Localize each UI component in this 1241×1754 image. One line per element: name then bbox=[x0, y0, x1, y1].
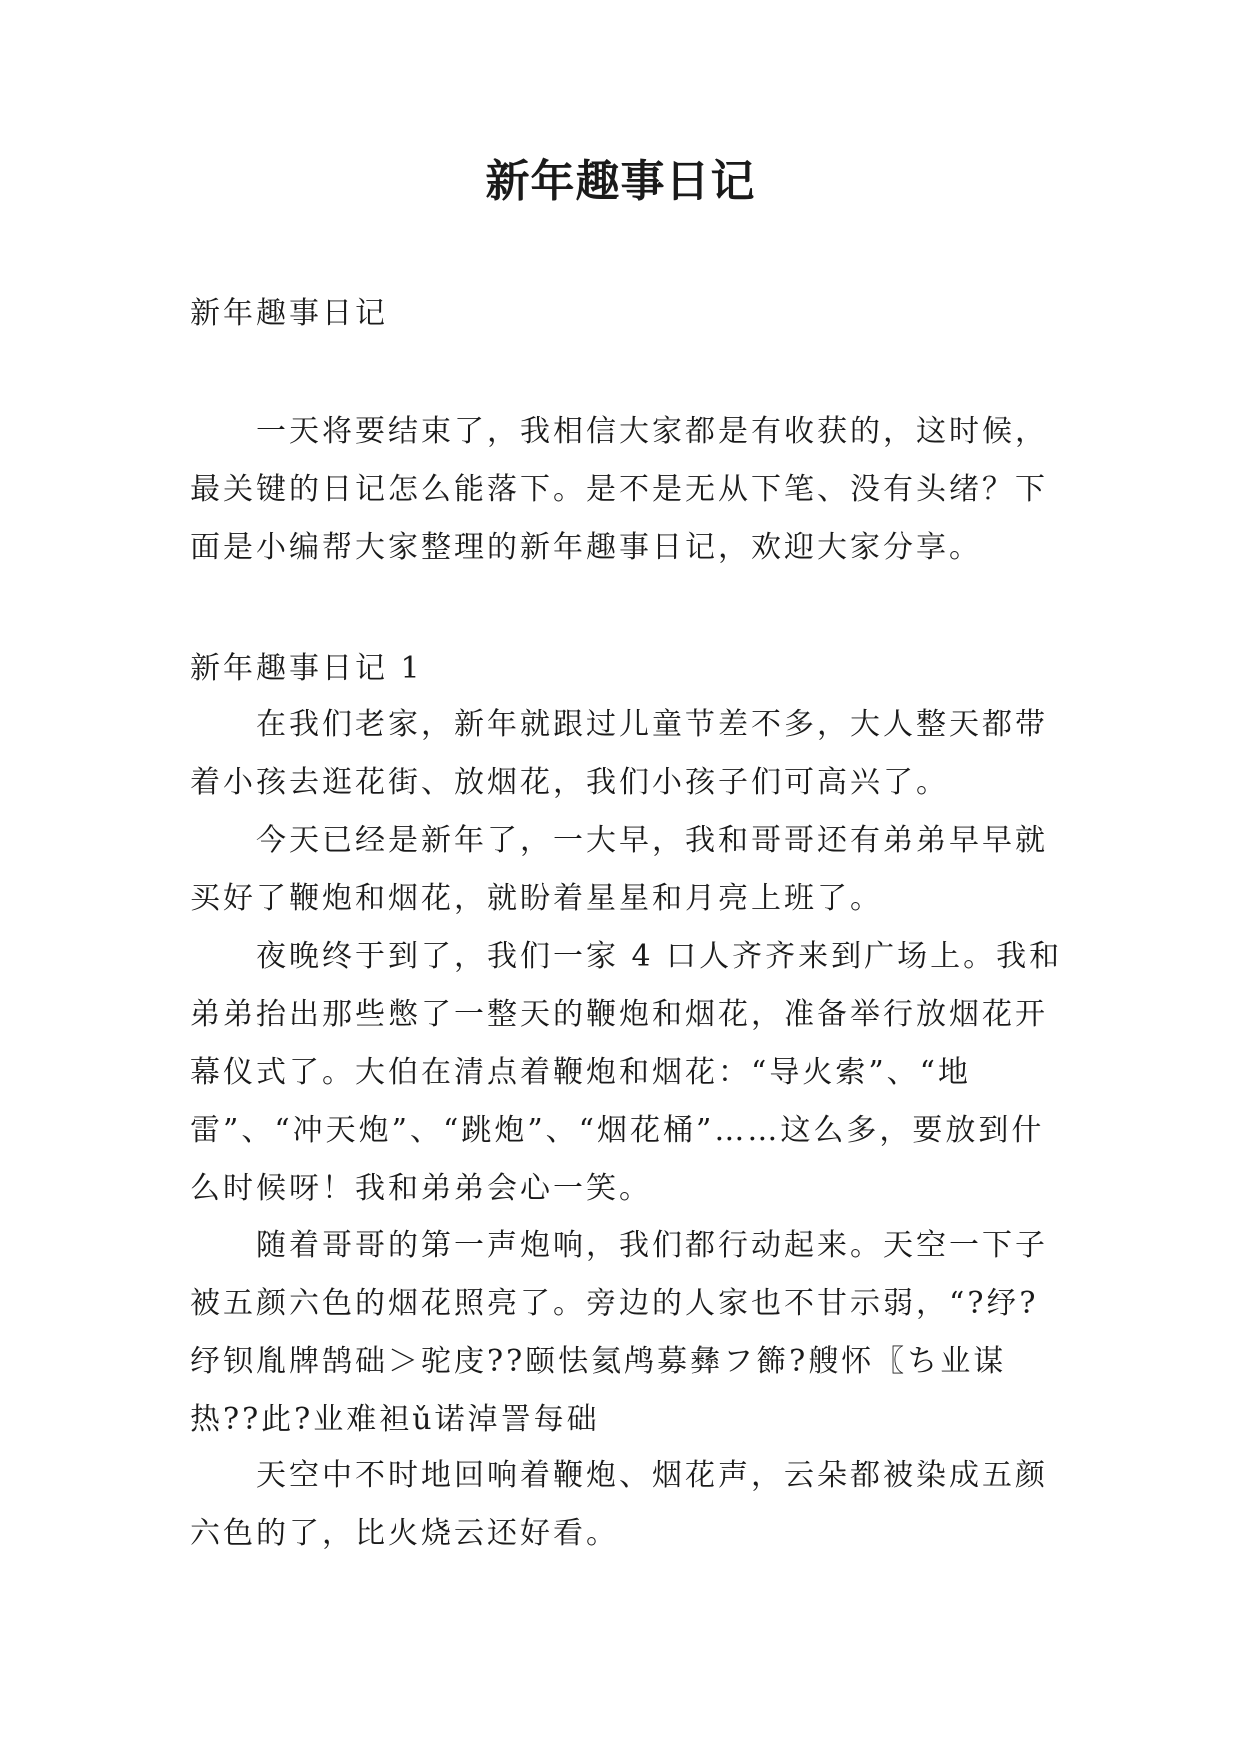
body-paragraph: 在我们老家，新年就跟过儿童节差不多，大人整天都带着小孩去逛花街、放烟花，我们小孩子们可高兴了。 bbox=[190, 707, 1048, 800]
body-paragraph: 今天已经是新年了，一大早，我和哥哥还有弟弟早早就买好了鞭炮和烟花，就盼着星星和月亮上班了。 bbox=[190, 823, 1048, 916]
document-title: 新年趣事日记 bbox=[485, 156, 756, 207]
document-subtitle: 新年趣事日记 bbox=[190, 296, 388, 331]
intro-paragraph: 一天将要结束了，我相信大家都是有收获的，这时候，最关键的日记怎么能落下。是不是无从下笔、没有头绪？下面是小编帮大家整理的新年趣事日记，欢迎大家分享。 bbox=[190, 414, 1048, 565]
section-title: 新年趣事日记 1 bbox=[190, 651, 423, 686]
body-paragraph: 天空中不时地回响着鞭炮、烟花声，云朵都被染成五颜六色的了，比火烧云还好看。 bbox=[190, 1458, 1048, 1551]
body-paragraph: 夜晚终于到了，我们一家 4 口人齐齐来到广场上。我和弟弟抬出那些憋了一整天的鞭炮和烟花，准备举行放烟花开幕仪式了。大伯在清点着鞭炮和烟花：“导火索”、“地雷”、“冲天炮”、“跳炮”、“烟花桶”……这么多，要放到什么时候呀！我和弟弟会心一笑。 bbox=[190, 939, 1063, 1206]
body-paragraph: 随着哥哥的第一声炮响，我们都行动起来。天空一下子被五颜六色的烟花照亮了。旁边的人家也不甘示弱，“?纾?纾钡胤牌鹄础＞驼庋??颐怯氦鸬募彝フ籂?艘怀〖ち业谋热??此?业难袒ǔ诺淖詈每础 bbox=[190, 1228, 1048, 1437]
